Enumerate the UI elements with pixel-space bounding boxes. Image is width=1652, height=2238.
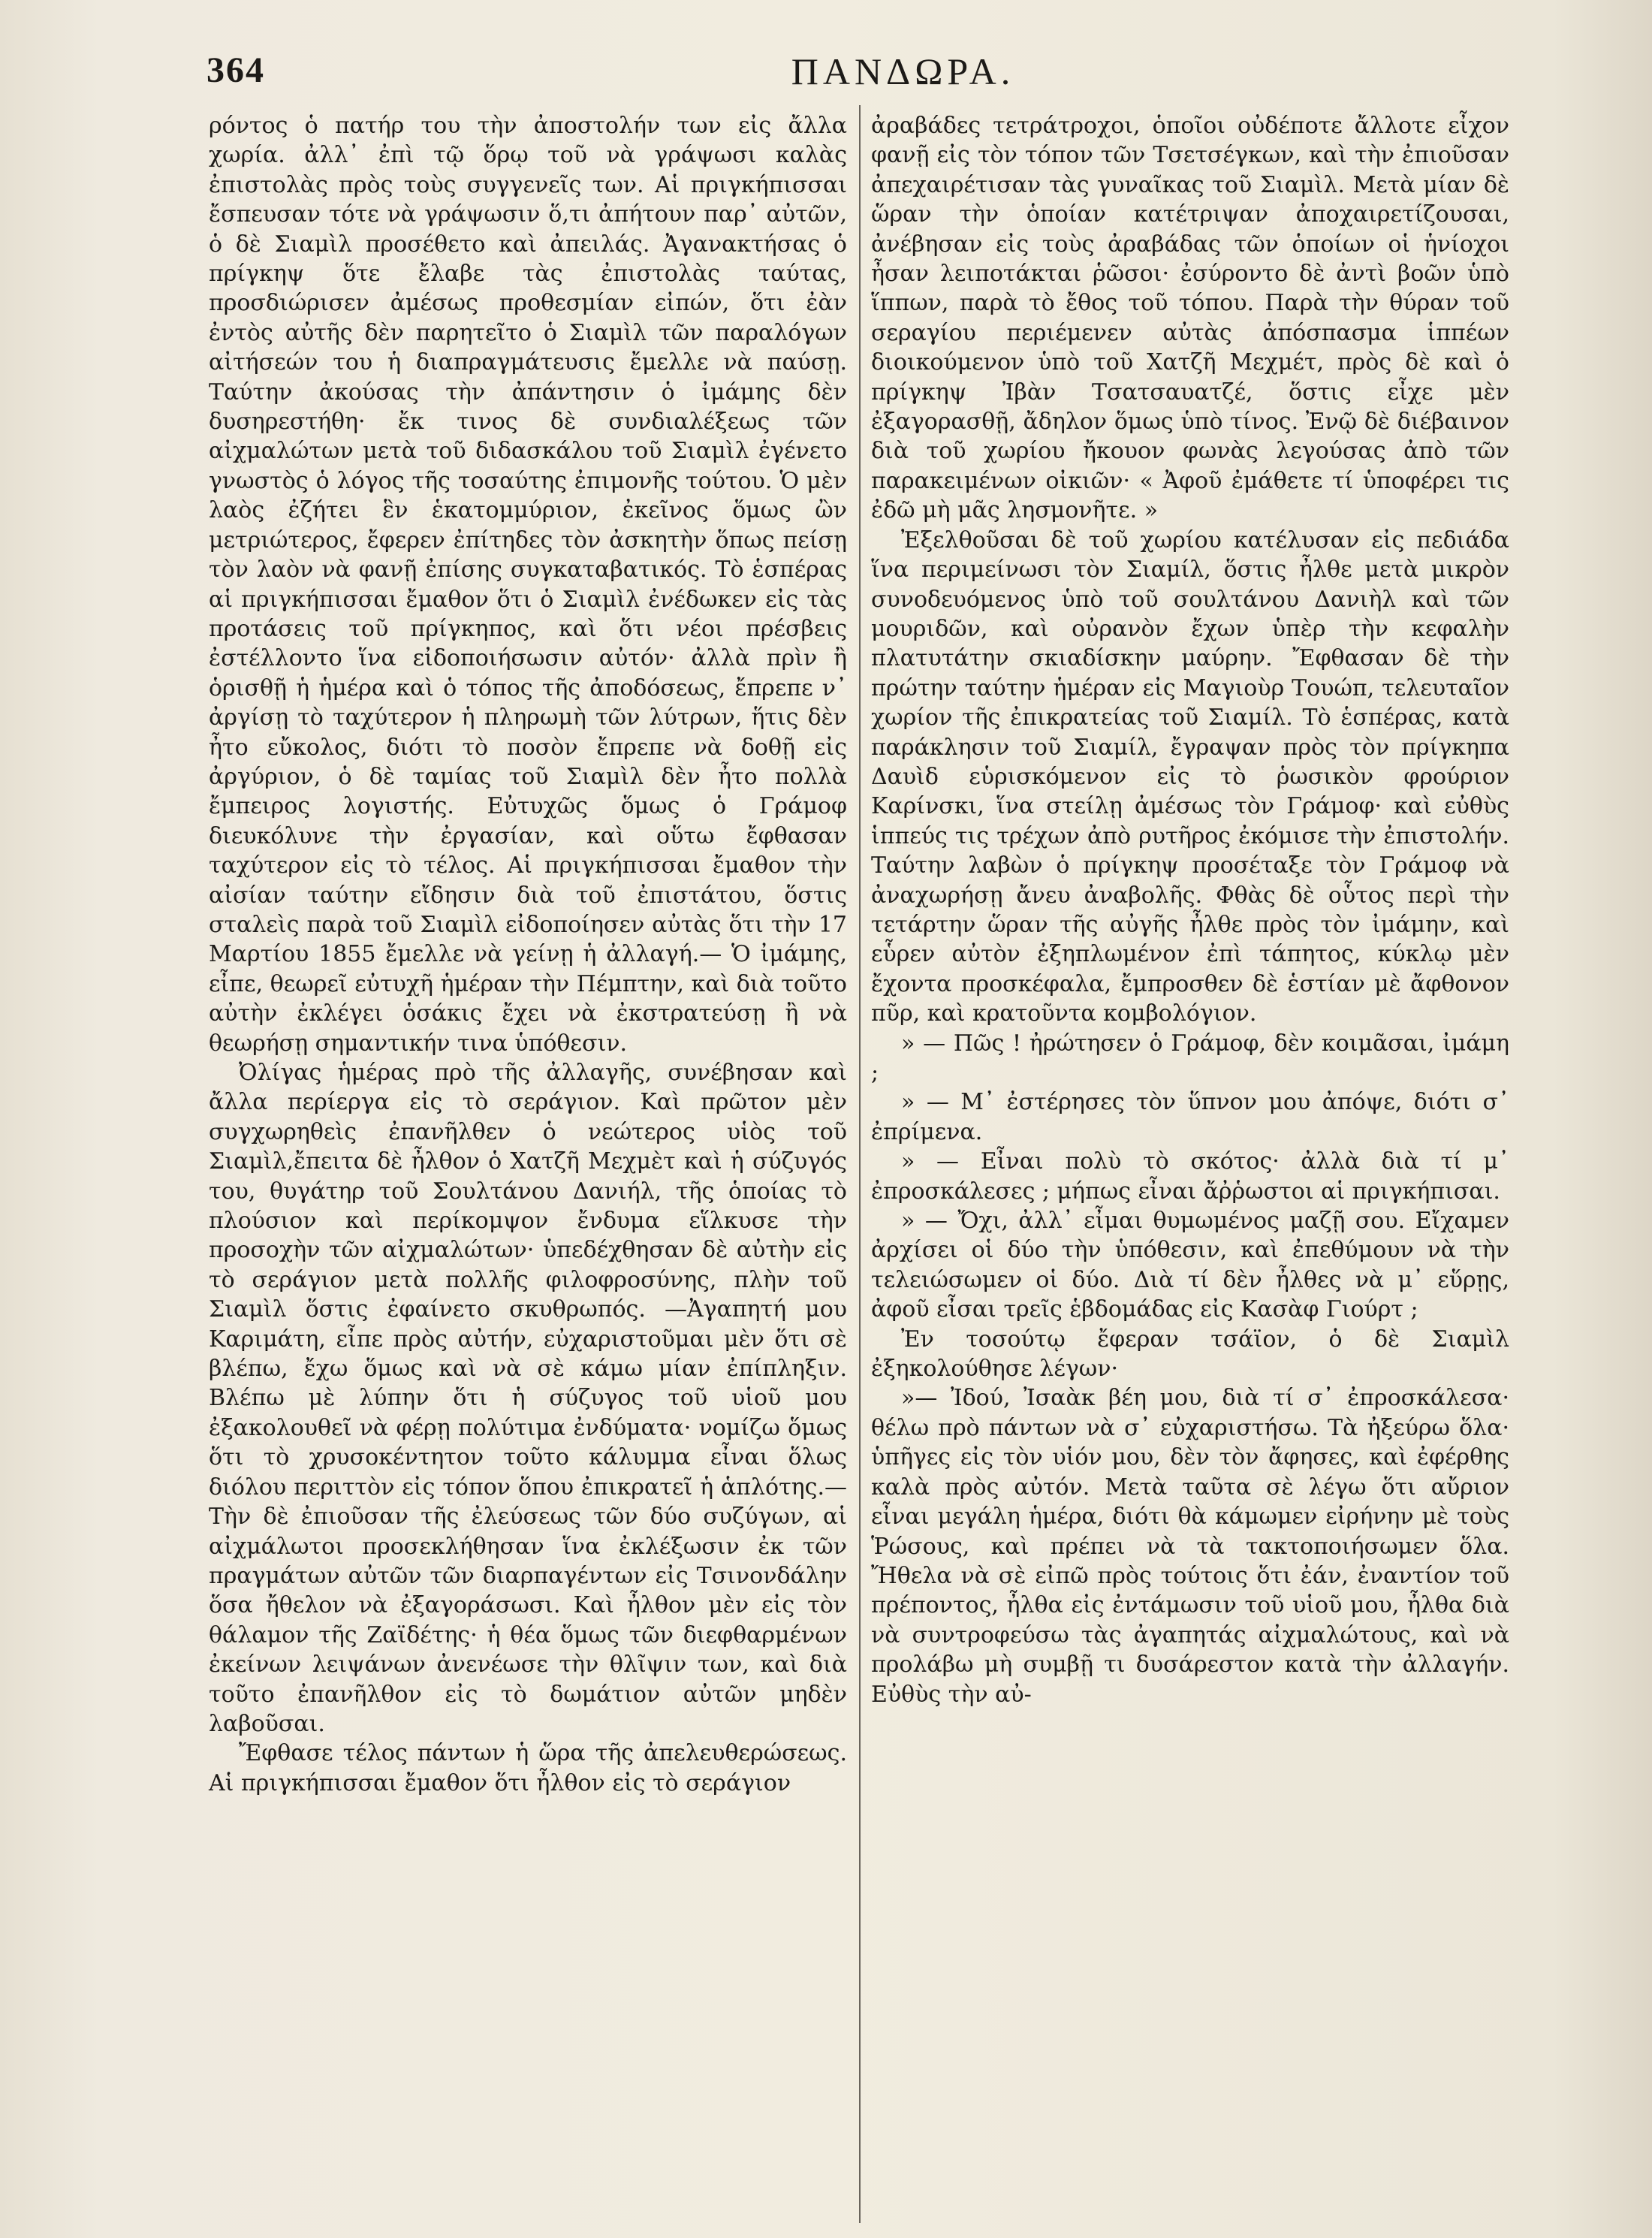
paragraph: Ἐξελθοῦσαι δὲ τοῦ χωρίου κατέλυσαν εἰς πεδιάδα ἵνα περιμείνωσι τὸν Σιαμίλ, ὅστις ἦλθε μετὰ μικρὸν συνοδευόμενος ὑπὸ τοῦ σουλτάνου Δανιὴλ καὶ τῶν μουριδῶν, καὶ οὐρανὸν ἔχων ὑπὲρ τὴν κεφαλὴν πλατυτάτην σκιαδίσκην μαύρην. Ἔφθασαν δὲ τὴν πρώτην ταύτην ἡμέραν εἰς Μαγιοὺρ Τουώπ, τελευταῖον χωρίον τῆς ἐπικρατείας τοῦ Σιαμίλ. Τὸ ἑσπέρας, κατὰ παράκλησιν τοῦ Σιαμίλ, ἔγραψαν πρὸς τὸν πρίγκηπα Δαυὶδ εὑρισκόμενον εἰς τὸ ῥωσικὸν φρούριον Καρίνσκι, ἵνα στείλῃ ἀμέσως τὸν Γράμοφ· καὶ εὐθὺς ἱππεύς τις τρέχων ἀπὸ ρυτῆρος ἐκόμισε τὴν ἐπιστολήν. Ταύτην λαβὼν ὁ πρίγκηψ προσέταξε τὸν Γράμοφ νὰ ἀναχωρήσῃ ἄνευ ἀναβολῆς. Φθὰς δὲ οὗτος περὶ τὴν τετάρτην ὥραν τῆς αὐγῆς ἦλθε πρὸς τὸν ἰμάμην, καὶ εὗρεν αὐτὸν ἐξηπλωμένον ἐπὶ τάπητος, κύκλῳ μὲν ἔχοντα προσκέφαλα, ἔμπροσθεν δὲ ἑστίαν μὲ ἄφθονον πῦρ, καὶ κρατοῦντα κομβολόγιον. — [871, 526, 1509, 1027]
dialogue-line: » — Ὄχι, ἀλλ᾽ εἶμαι θυμωμένος μαζῇ σου. Εἴχαμεν ἀρχίσει οἱ δύο τὴν ὑπόθεσιν, καὶ ἐπεθύμουν νὰ τὴν τελειώσωμεν οἱ δύο. Διὰ τί δὲν ἦλθες νὰ μ᾽ εὕρῃς, ἀφοῦ εἶσαι τρεῖς ἑβδομάδας εἰς Κασὰφ Γιούρτ ; — [871, 1208, 1509, 1323]
paragraph: Ἔφθασε τέλος πάντων ἡ ὥρα τῆς ἀπελευθερώσεως. Αἱ πριγκήπισσαι ἔμαθον ὅτι ἦλθον εἰς τὸ σεράγιον — [209, 1740, 847, 1796]
running-title: ΠΑΝΔΩΡΑ. — [791, 50, 1015, 92]
dialogue-line: » — Εἶναι πολὺ τὸ σκότος· ἀλλὰ διὰ τί μ᾽ ἐπροσκάλεσες ; μήπως εἶναι ἄῤῥωστοι αἱ πριγκήπισαι. — [871, 1148, 1509, 1205]
paragraph: ἀραβάδες τετράτροχοι, ὁποῖοι οὐδέποτε ἄλλοτε εἶχον φανῇ εἰς τὸν τόπον τῶν Τσετσέγκων, καὶ τὴν ἐπιοῦσαν ἀπεχαιρέτισαν τὰς γυναῖκας τοῦ Σιαμὶλ. Μετὰ μίαν δὲ ὥραν τὴν ὁποίαν κατέτριψαν ἀποχαιρετίζουσαι, ἀνέβησαν εἰς τοὺς ἀραβάδας τῶν ὁποίων οἱ ἡνίοχοι ἦσαν λειποτάκται ῥῶσοι· ἐσύροντο δὲ ἀντὶ βοῶν ὑπὸ ἵππων, παρὰ τὸ ἔθος τοῦ τόπου. Παρὰ τὴν θύραν τοῦ σεραγίου περιέμενεν αὐτὰς ἀπόσπασμα ἱππέων διοικούμενον ὑπὸ τοῦ Χατζῆ Μεχμέτ, πρὸς δὲ καὶ ὁ πρίγκηψ Ἰβὰν Τσατσαυατζέ, ὅστις εἶχε μὲν ἐξαγορασθῇ, ἄδηλον ὅμως ὑπὸ τίνος. Ἐνῷ δὲ διέβαινον διὰ τοῦ χωρίου ἤκουον φωνὰς λεγούσας ἀπὸ τῶν παρακειμένων οἰκιῶν· « Ἀφοῦ ἐμάθετε τί ὑποφέρει τις ἐδῶ μὴ μᾶς λησμονῆτε. » — [871, 113, 1509, 524]
column-divider — [859, 105, 861, 2223]
paragraph: Ἐν τοσούτῳ ἔφεραν τσάϊον, ὁ δὲ Σιαμὶλ ἐξηκολούθησε λέγων· — [871, 1326, 1509, 1383]
dialogue-line: »— Ἰδού, Ἰσαὰκ βέη μου, διὰ τί σ᾽ ἐπροσκάλεσα· θέλω πρὸ πάντων νὰ σ᾽ εὐχαριστήσω. Τὰ ἠξεύρω ὅλα· ὑπῆγες εἰς τὸν υἱόν μου, δὲν τὸν ἄφησες, καὶ ἐφέρθης καλὰ πρὸς αὐτόν. Μετὰ ταῦτα σὲ λέγω ὅτι αὔριον εἶναι μεγάλη ἡμέρα, διότι θὰ κάμωμεν εἰρήνην μὲ τοὺς Ῥώσους, καὶ πρέπει νὰ τὰ τακτοποιήσωμεν ὅλα. Ἤθελα νὰ σὲ εἰπῶ πρὸς τούτοις ὅτι ἐάν, ἐναντίον τοῦ πρέποντος, ἦλθα εἰς ἐντάμωσιν τοῦ υἱοῦ μου, ἦλθα διὰ νὰ συντροφεύσω τὰς ἀγαπητάς αἰχμαλώτους, καὶ νὰ προλάβω μὴ συμβῇ τι δυσάρεστον κατὰ τὴν ἀλλαγήν. Εὐθὺς τὴν αὐ- — [871, 1385, 1509, 1708]
paragraph: ρόντος ὁ πατήρ του τὴν ἀποστολήν των εἰς ἄλλα χωρία. ἀλλ᾽ ἐπὶ τῷ ὅρῳ τοῦ νὰ γράψωσι καλὰς ἐπιστολὰς πρὸς τοὺς συγγενεῖς των. Αἱ πριγκήπισσαι ἔσπευσαν τότε νὰ γράψωσιν ὅ,τι ἀπήτουν παρ᾽ αὐτῶν, ὁ δὲ Σιαμὶλ προσέθετο καὶ ἀπειλάς. Ἀγανακτήσας ὁ πρίγκηψ ὅτε ἔλαβε τὰς ἐπιστολὰς ταύτας, προσδιώρισεν ἀμέσως προθεσμίαν εἰπών, ὅτι ἐὰν ἐντὸς αὐτῆς δὲν παρητεῖτο ὁ Σιαμὶλ τῶν παραλόγων αἰτήσεών του ἡ διαπραγμάτευσις ἔμελλε νὰ παύσῃ. Ταύτην ἀκούσας τὴν ἀπάντησιν ὁ ἰμάμης δὲν δυσηρεστήθη· ἔκ τινος δὲ συνδιαλέξεως τῶν αἰχμαλώτων μετὰ τοῦ διδασκάλου τοῦ Σιαμὶλ ἐγένετο γνωστὸς ὁ λόγος τῆς τοσαύτης ἐπιμονῆς τούτου. Ὁ μὲν λαὸς ἐζήτει ἓν ἑκατομμύριον, ἐκεῖνος ὅμως ὢν μετριώτερος, ἔφερεν ἐπίτηδες τὸν ἀσκητὴν ὅπως πείσῃ τὸν λαὸν νὰ φανῇ ἐπίσης συγκαταβατικός. Τὸ ἑσπέρας αἱ πριγκήπισσαι ἔμαθον ὅτι ὁ Σιαμὶλ ἐνέδωκεν εἰς τὰς προτάσεις τοῦ πρίγκηπος, καὶ ὅτι νέοι πρέσβεις ἐστέλλοντο ἵνα εἰδοποιήσωσιν αὐτόν· ἀλλὰ πρὶν ἢ ὁρισθῇ ἡ ἡμέρα καὶ ὁ τόπος τῆς ἀποδόσεως, ἔπρεπε ν᾽ ἀργίσῃ τὸ ταχύτερον ἡ πληρωμὴ τῶν λύτρων, ἥτις δὲν ἦτο εὔκολος, διότι τὸ ποσὸν ἔπρεπε νὰ δοθῇ εἰς ἀργύριον, ὁ δὲ ταμίας τοῦ Σιαμὶλ δὲν ἦτο πολλὰ ἔμπειρος λογιστής. Εὐτυχῶς ὅμως ὁ Γράμοφ διευκόλυνε τὴν ἐργασίαν, καὶ οὕτω ἔφθασαν ταχύτερον εἰς τὸ τέλος. Αἱ πριγκήπισσαι ἔμαθον τὴν αἰσίαν ταύτην εἴδησιν διὰ τοῦ ἐπιστάτου, ὅστις σταλεὶς παρὰ τοῦ Σιαμὶλ εἰδοποίησεν αὐτὰς ὅτι τὴν 17 Μαρτίου 1855 ἔμελλε νὰ γείνῃ ἡ ἀλλαγή.— Ὁ ἰμάμης, εἶπε, θεωρεῖ εὐτυχῆ ἡμέραν τὴν Πέμπτην, καὶ διὰ τοῦτο αὐτὴν ἐκλέγει ὁσάκις ἔχει νὰ ἐκστρατεύσῃ ἢ νὰ θεωρήσῃ σημαντικήν τινα ὑπόθεσιν. — [209, 113, 847, 1057]
right-column — [871, 111, 1509, 1709]
dialogue-line: » — Πῶς ! ἠρώτησεν ὁ Γράμοφ, δὲν κοιμᾶσαι, ἰμάμη ; — [871, 1030, 1509, 1086]
dialogue-line: » — Μ᾽ ἐστέρησες τὸν ὕπνον μου ἀπόψε, διότι σ᾽ ἐπρίμενα. — [871, 1089, 1509, 1145]
paragraph: Ὀλίγας ἡμέρας πρὸ τῆς ἀλλαγῆς, συνέβησαν καὶ ἄλλα περίεργα εἰς τὸ σεράγιον. Καὶ πρῶτον μὲν συγχωρηθεὶς ἐπανῆλθεν ὁ νεώτερος υἱὸς τοῦ Σιαμὶλ,ἔπειτα δὲ ἦλθον ὁ Χατζῆ Μεχμὲτ καὶ ἡ σύζυγός του, θυγάτηρ τοῦ Σουλτάνου Δανιήλ, τῆς ὁποίας τὸ πλούσιον καὶ περίκομψον ἔνδυμα εἵλκυσε τὴν προσοχὴν τῶν αἰχμαλώτων· ὑπεδέχθησαν δὲ αὐτὴν εἰς τὸ σεράγιον μετὰ πολλῆς φιλοφροσύνης, πλὴν τοῦ Σιαμὶλ ὅστις ἐφαίνετο σκυθρωπός. —Ἀγαπητή μου Καριμάτη, εἶπε πρὸς αὐτήν, εὐχαριστοῦμαι μὲν ὅτι σὲ βλέπω, ἔχω ὅμως καὶ νὰ σὲ κάμω μίαν ἐπίπληξιν. Βλέπω μὲ λύπην ὅτι ἡ σύζυγος τοῦ υἱοῦ μου ἐξακολουθεῖ νὰ φέρῃ πολύτιμα ἐνδύματα· νομίζω ὅμως ὅτι τὸ χρυσοκέντητον τοῦτο κάλυμμα εἶναι ὅλως διόλου περιττὸν εἰς τόπον ὅπου ἐπικρατεῖ ἡ ἁπλότης.— Τὴν δὲ ἐπιοῦσαν τῆς ἐλεύσεως τῶν δύο συζύγων, αἱ αἰχμάλωτοι προσεκλήθησαν ἵνα ἐκλέξωσιν ἐκ τῶν πραγμάτων αὐτῶν τῶν διαρπαγέντων εἰς Τσινονδάλην ὅσα ἤθελον νὰ ἐξαγοράσωσι. Καὶ ἦλθον μὲν εἰς τὸν θάλαμον τῆς Ζαϊδέτης· ἡ θέα ὅμως τῶν διεφθαρμένων ἐκείνων λειψάνων ἀνενέωσε τὴν θλῖψιν των, καὶ διὰ τοῦτο ἐπανῆλθον εἰς τὸ δωμάτιον αὐτῶν μηδὲν λαβοῦσαι. — [209, 1060, 847, 1737]
left-column — [209, 111, 847, 1798]
page-number: 364 — [206, 50, 265, 90]
running-header — [206, 50, 1599, 102]
